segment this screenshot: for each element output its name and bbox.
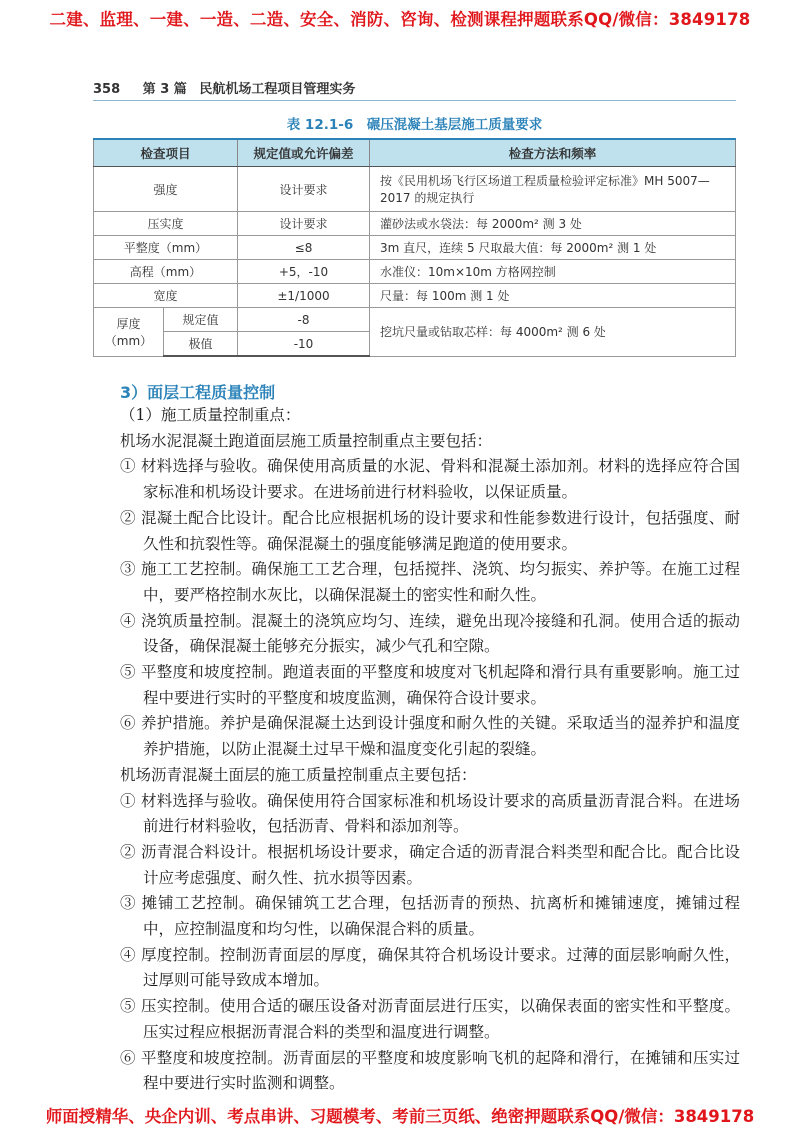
- book-title: 民航机场工程项目管理实务: [199, 82, 356, 97]
- table-row: [94, 212, 736, 236]
- cell-method: 尺量：每 100m 测 1 处: [370, 284, 736, 308]
- paragraph: ③ 施工工艺控制。确保施工工艺合理，包括搅拌、浇筑、均匀振实、养护等。在施工过程中，要严格控制水灰比，以确保混凝土的密实性和耐久性。: [120, 560, 740, 604]
- cell-spec: 设计要求: [238, 212, 370, 236]
- paragraph: 机场沥青混凝土面层的施工质量控制重点主要包括：: [120, 765, 477, 784]
- paragraph: （1）施工质量控制重点：: [120, 406, 301, 424]
- cell-method: 灌砂法或水袋法：每 2000m² 测 3 处: [370, 212, 736, 236]
- paragraph: ③ 摊铺工艺控制。确保铺筑工艺合理，包括沥青的预热、抗离析和摊铺速度，摊铺过程中，应控制温度和均匀性，以确保混合料的质量。: [120, 894, 740, 939]
- top-banner: 二建、监理、一建、一造、二造、安全、消防、咨询、检测课程押题联系QQ/微信：3849178: [49, 10, 751, 29]
- cell-method: 挖坑尺量或钻取芯样：每 4000m² 测 6 处: [370, 308, 736, 357]
- cell-item: 宽度: [94, 284, 238, 308]
- table-row: [94, 236, 736, 260]
- paragraph: ② 混凝土配合比设计。配合比应根据机场的设计要求和性能参数进行设计，包括强度、耐久性和抗裂性等。确保混凝土的强度能够满足跑道的使用要求。: [120, 508, 740, 553]
- table-caption: 表 12.1-6 碾压混凝土基层施工质量要求: [286, 117, 543, 133]
- page-number: 358: [93, 82, 121, 97]
- table-row: [94, 167, 736, 212]
- cell-spec: -10: [238, 332, 370, 357]
- cell-spec: ±1/1000: [238, 284, 370, 308]
- cell-item: 压实度: [94, 212, 238, 236]
- paragraph: ⑤ 压实控制。使用合适的碾压设备对沥青面层进行压实，以确保表面的密实性和平整度。压实过程应根据沥青混合料的类型和温度进行调整。: [120, 997, 740, 1041]
- cell-item: 高程（mm）: [94, 260, 238, 284]
- table-row: [94, 260, 736, 284]
- column-header: 规定值或允许偏差: [238, 139, 370, 167]
- cell-item: 厚度（mm）: [94, 308, 164, 357]
- cell-subitem: 极值: [164, 332, 238, 357]
- column-header: 检查方法和频率: [370, 139, 736, 167]
- cell-spec: ≤8: [238, 236, 370, 260]
- cell-method: 水准仪：10m×10m 方格网控制: [370, 260, 736, 284]
- paragraph: ④ 浇筑质量控制。混凝土的浇筑应均匀、连续，避免出现冷接缝和孔洞。使用合适的振动设备，确保混凝土能够充分振实，减少气孔和空隙。: [120, 611, 740, 656]
- running-header: [93, 78, 355, 97]
- table-row: [94, 284, 736, 308]
- cell-method: 按《民用机场飞行区场道工程质量检验评定标准》MH 5007—2017 的规定执行: [370, 167, 736, 212]
- paragraph: ① 材料选择与验收。确保使用符合国家标准和机场设计要求的高质量沥青混合料。在进场前进行材料验收，包括沥青、骨料和添加剂等。: [120, 791, 740, 836]
- paragraph: ④ 厚度控制。控制沥青面层的厚度，确保其符合机场设计要求。过薄的面层影响耐久性，过厚则可能导致成本增加。: [120, 945, 740, 990]
- cell-spec: -8: [238, 308, 370, 332]
- table-header-row: [94, 139, 736, 167]
- cell-spec: 设计要求: [238, 167, 370, 212]
- part-label: 第 3 篇: [142, 82, 187, 97]
- table-row: [94, 308, 736, 332]
- body-text: [120, 403, 740, 1097]
- paragraph: ⑥ 养护措施。养护是确保混凝土达到设计强度和耐久性的关键。采取适当的湿养护和温度养护措施，以防止混凝土过早干燥和温度变化引起的裂缝。: [120, 714, 740, 759]
- quality-table: [93, 138, 736, 357]
- bottom-banner: 师面授精华、央企内训、考点串讲、习题模考、考前三页纸、绝密押题联系QQ/微信：3849178: [45, 1107, 755, 1126]
- paragraph: ⑥ 平整度和坡度控制。沥青面层的平整度和坡度影响飞机的起降和滑行，在摊铺和压实过程中要进行实时监测和调整。: [120, 1048, 740, 1093]
- cell-spec: +5，-10: [238, 260, 370, 284]
- paragraph: ② 沥青混合料设计。根据机场设计要求，确定合适的沥青混合料类型和配合比。配合比设计应考虑强度、耐久性、抗水损等因素。: [120, 842, 740, 887]
- cell-item: 平整度（mm）: [94, 236, 238, 260]
- header-rule: [93, 100, 736, 101]
- paragraph: ⑤ 平整度和坡度控制。跑道表面的平整度和坡度对飞机起降和滑行具有重要影响。施工过程中要进行实时的平整度和坡度监测，确保符合设计要求。: [120, 663, 740, 707]
- cell-method: 3m 直尺，连续 5 尺取最大值：每 2000m² 测 1 处: [370, 236, 736, 260]
- paragraph: 机场水泥混凝土跑道面层施工质量控制重点主要包括：: [120, 431, 493, 450]
- paragraph: ① 材料选择与验收。确保使用高质量的水泥、骨料和混凝土添加剂。材料的选择应符合国家标准和机场设计要求。在进场前进行材料验收，以保证质量。: [120, 457, 740, 502]
- column-header: 检查项目: [94, 139, 238, 167]
- cell-item: 强度: [94, 167, 238, 212]
- section-title: 3）面层工程质量控制: [120, 383, 276, 402]
- cell-subitem: 规定值: [164, 308, 238, 332]
